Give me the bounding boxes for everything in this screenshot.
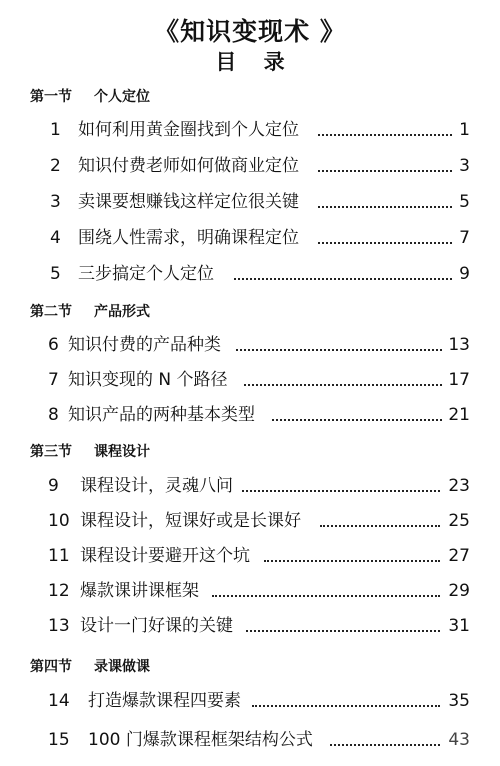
toc-entry-12[interactable] [0,579,470,603]
toc-entry-9[interactable] [0,474,470,498]
entry-title: 知识付费的产品种类 [68,335,221,355]
entry-page-number: 9 [459,264,470,284]
dot-leader [252,705,440,707]
toc-entry-14[interactable] [0,689,470,713]
section-name: 个人定位 [94,89,150,105]
entry-number: 15 [48,730,70,750]
entry-page-number: 5 [459,192,470,212]
toc-entry-1[interactable] [0,118,470,142]
dot-leader [264,560,440,562]
entry-number: 2 [50,156,61,176]
entry-page-number: 31 [448,616,470,636]
section-name: 产品形式 [94,304,150,320]
entry-number: 8 [48,405,59,425]
entry-number: 12 [48,581,70,601]
entry-title: 课程设计，灵魂八问 [80,476,233,496]
entry-title: 如何利用黄金圈找到个人定位 [78,120,299,140]
toc-entry-7[interactable] [0,368,470,392]
entry-title: 打造爆款课程四要素 [88,691,241,711]
toc-entry-3[interactable] [0,190,470,214]
section-label: 第四节 [30,659,72,675]
section-heading-2 [30,301,150,321]
entry-page-number: 13 [448,335,470,355]
entry-title: 三步搞定个人定位 [78,264,214,284]
toc-entry-13[interactable] [0,614,470,638]
dot-leader [318,134,452,136]
entry-page-number: 29 [448,581,470,601]
entry-number: 14 [48,691,70,711]
dot-leader [246,630,440,632]
entry-page-number: 35 [448,691,470,711]
entry-page-number: 7 [459,228,470,248]
entry-number: 7 [48,370,59,390]
entry-page-number: 3 [459,156,470,176]
toc-entry-8[interactable] [0,403,470,427]
entry-number: 10 [48,511,70,531]
entry-title: 知识变现的 N 个路径 [68,370,228,390]
entry-page-number: 27 [448,546,470,566]
dot-leader [236,349,442,351]
entry-page-number: 17 [448,370,470,390]
toc-heading: 目 录 [215,49,295,74]
section-heading-1 [30,86,150,106]
section-heading-3 [30,441,150,461]
entry-title: 100 门爆款课程框架结构公式 [88,730,313,750]
entry-page-number: 1 [459,120,470,140]
toc-entry-4[interactable] [0,226,470,250]
entry-title: 课程设计，短课好或是长课好 [80,511,301,531]
toc-entry-10[interactable] [0,509,470,533]
dot-leader [318,206,452,208]
dot-leader [244,384,442,386]
entry-number: 4 [50,228,61,248]
dot-leader [330,744,440,746]
entry-title: 知识产品的两种基本类型 [68,405,255,425]
dot-leader [318,170,452,172]
toc-entry-6[interactable] [0,333,470,357]
entry-page-number: 43 [448,730,470,750]
entry-number: 6 [48,335,59,355]
entry-number: 1 [50,120,61,140]
entry-title: 课程设计要避开这个坑 [80,546,250,566]
entry-title: 围绕人性需求，明确课程定位 [78,228,299,248]
entry-title: 知识付费老师如何做商业定位 [78,156,299,176]
entry-page-number: 23 [448,476,470,496]
section-name: 课程设计 [94,444,150,460]
dot-leader [272,419,442,421]
entry-number: 3 [50,192,61,212]
entry-number: 9 [48,476,59,496]
toc-entry-2[interactable] [0,154,470,178]
entry-title: 卖课要想赚钱这样定位很关键 [78,192,299,212]
section-label: 第一节 [30,89,72,105]
entry-title: 设计一门好课的关键 [80,616,233,636]
dot-leader [234,278,452,280]
entry-number: 11 [48,546,70,566]
toc-entry-15[interactable] [0,728,470,752]
book-title: 《知识变现术 》 [154,17,346,46]
section-heading-4 [30,656,150,676]
dot-leader [212,595,440,597]
entry-number: 13 [48,616,70,636]
entry-number: 5 [50,264,61,284]
section-name: 录课做课 [94,659,150,675]
entry-title: 爆款课讲课框架 [80,581,199,601]
entry-page-number: 25 [448,511,470,531]
entry-page-number: 21 [448,405,470,425]
section-label: 第二节 [30,304,72,320]
dot-leader [242,490,440,492]
section-label: 第三节 [30,444,72,460]
dot-leader [320,525,440,527]
toc-entry-5[interactable] [0,262,470,286]
dot-leader [318,242,452,244]
toc-entry-11[interactable] [0,544,470,568]
